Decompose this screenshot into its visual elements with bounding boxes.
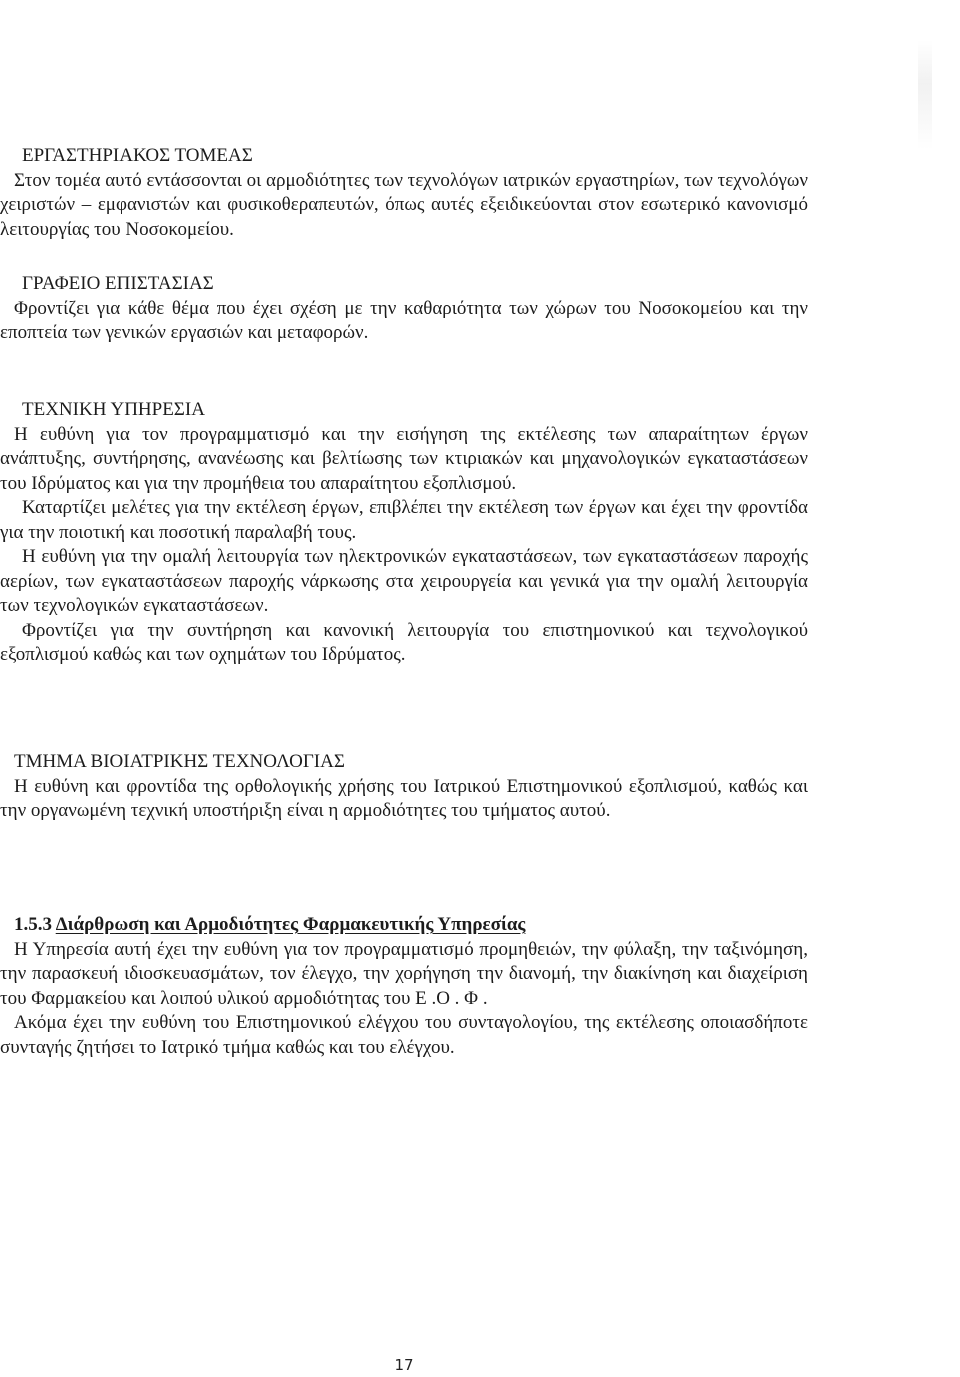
section-heading-pharmacy bbox=[0, 913, 808, 938]
section-title-supervision: ΓΡΑΦΕΙΟ ΕΠΙΣΤΑΣΙΑΣ bbox=[22, 273, 214, 294]
section-number-pharmacy: 1.5.3 bbox=[14, 914, 52, 935]
section-title-technical: ΤΕΧΝΙΚΗ ΥΠΗΡΕΣΙΑ bbox=[22, 399, 205, 420]
section-paragraph-pharmacy-1: Η Υπηρεσία αυτή έχει την ευθύνη για τον προγραμματισμό προμηθειών, την φύλαξη, την ταξινόμηση, την παρασκευή ιδιοσκευασμάτων, τον έλεγχο, την χορήγηση την διανομή, την διακίνηση και διαχείριση του Φαρμακείου και λοιπού υλικού αρμοδιότητας του Ε .Ο . Φ . bbox=[0, 938, 808, 1009]
section-title-pharmacy: Διάρθρωση και Αρμοδιότητες Φαρμακευτικής Υπηρεσίας bbox=[55, 914, 526, 935]
scan-artifact bbox=[918, 40, 932, 150]
section-paragraph-technical-2: Καταρτίζει μελέτες για την εκτέλεση έργων, επιβλέπει την εκτέλεση των έργων και έχει την φροντίδα για την ποιοτική και ποσοτική παραλαβή τους. bbox=[0, 497, 808, 543]
section-paragraph-technical-3: Η ευθύνη για την ομαλή λειτουργία των ηλεκτρονικών εγκαταστάσεων, των εγκαταστάσεων παροχής αερίων, των εγκαταστάσεων παροχής νάρκωσης στα χειρουργεία και γενικά για την ομαλή λειτουργία των τεχνολογικών εγκαταστάσεων. bbox=[0, 546, 808, 616]
section-title-lab: ΕΡΓΑΣΤΗΡΙΑΚΟΣ ΤΟΜΕΑΣ bbox=[22, 145, 253, 166]
section-paragraph-pharmacy-2: Ακόμα έχει την ευθύνη του Επιστημονικού ελέγχου του συνταγολογίου, της εκτέλεσης οποιασδήποτε συνταγής ζητήσει το Ιατρικό τμήμα καθώς και του ελέγχου. bbox=[0, 1012, 808, 1058]
section-paragraph-technical-1: Η ευθύνη για τον προγραμματισμό και την εισήγηση της εκτέλεσης των απαραίτητων έργων ανάπτυξης, συντήρησης, ανανέωσης και βελτίωσης των κτιριακών και μηχανολογικών εγκαταστάσεων του Ιδρύματος και για την προμήθεια του απαραίτητου εξοπλισμού. bbox=[0, 423, 808, 494]
section-paragraph-biomedical: Η ευθύνη και φροντίδα της ορθολογικής χρήσης του Ιατρικού Επιστημονικού εξοπλισμού, καθώς και την οργανωμένη τεχνική υποστήριξη είναι η αρμοδιότητες του τμήματος αυτού. bbox=[0, 775, 808, 821]
section-supervision bbox=[0, 272, 808, 346]
section-lab bbox=[0, 144, 808, 242]
section-technical bbox=[0, 398, 808, 668]
section-pharmacy bbox=[0, 913, 808, 1060]
section-paragraph-supervision: Φροντίζει για κάθε θέμα που έχει σχέση με την καθαριότητα των χώρων του Νοσοκομείου και την εποπτεία των γενικών εργασιών και μεταφορών. bbox=[0, 297, 808, 343]
section-title-biomedical: ΤΜΗΜΑ ΒΙΟΙΑΤΡΙΚΗΣ ΤΕΧΝΟΛΟΓΙΑΣ bbox=[14, 751, 345, 772]
section-paragraph-lab: Στον τομέα αυτό εντάσσονται οι αρμοδιότητες των τεχνολόγων ιατρικών εργαστηρίων, των τεχνολόγων χειριστών – εμφανιστών και φυσικοθεραπευτών, όπως αυτές εξειδικεύονται στον εσωτερικό κανονισμό λειτουργίας του Νοσοκομείου. bbox=[0, 169, 808, 240]
section-paragraph-technical-4: Φροντίζει για την συντήρηση και κανονική λειτουργία του επιστημονικού και τεχνολογικού εξοπλισμού καθώς και των οχημάτων του Ιδρύματος. bbox=[0, 619, 808, 665]
section-biomedical bbox=[0, 750, 808, 824]
page-number: 17 bbox=[394, 1356, 414, 1374]
